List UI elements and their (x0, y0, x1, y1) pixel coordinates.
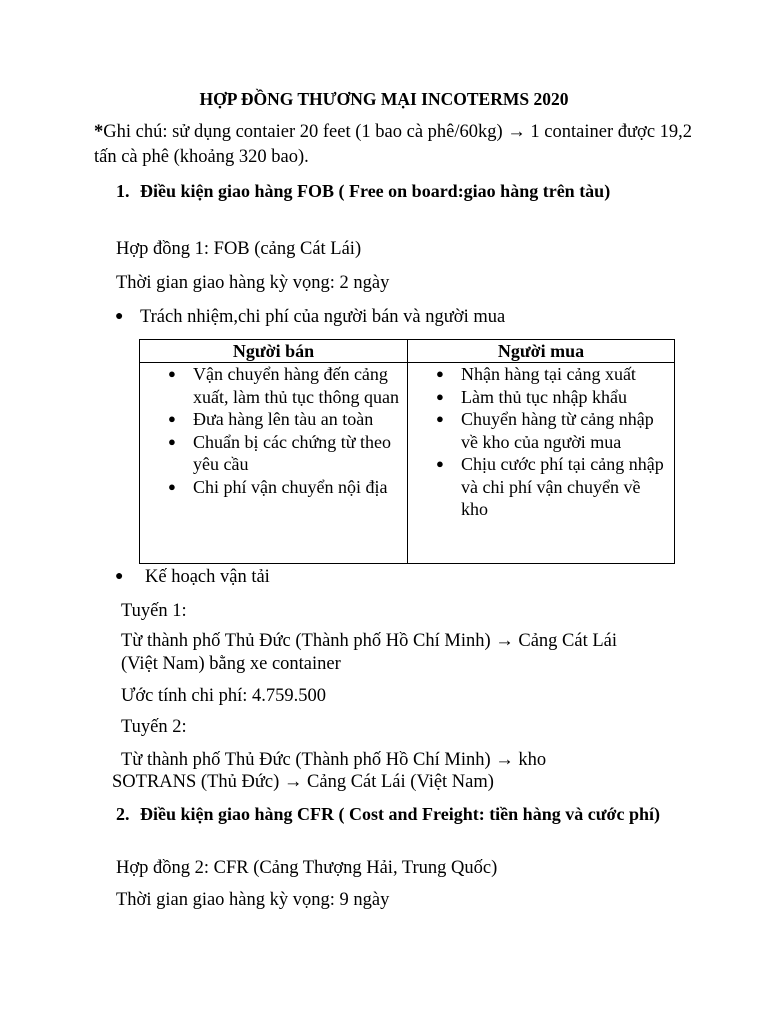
section2-delivery-time: Thời gian giao hàng kỳ vọng: 9 ngày (116, 890, 390, 910)
bullet-icon: ● (436, 456, 444, 471)
seller-header: Người bán (140, 340, 408, 363)
route2-line2: SOTRANS (Thủ Đức) → Cảng Cát Lái (Việt Nam) (112, 772, 494, 792)
route1-line2: (Việt Nam) bằng xe container (121, 654, 341, 674)
list-item: ● Chuẩn bị các chứng từ theo yêu cầu (168, 431, 391, 474)
section1-heading-block (116, 179, 660, 203)
bullet-icon: ● (436, 366, 444, 381)
route1-line1: Từ thành phố Thủ Đức (Thành phố Hồ Chí Minh) → Cảng Cát Lái (121, 631, 618, 651)
transport-bullet-text: Kế hoạch vận tải (145, 567, 270, 587)
route2-line1: Từ thành phố Thủ Đức (Thành phố Hồ Chí Minh) → kho (121, 750, 547, 770)
section1-number: 1. (116, 181, 130, 201)
list-item: ● Chịu cước phí tại cảng nhập và chi phí vận chuyển về kho (436, 454, 664, 519)
list-item: ● Vận chuyển hàng đến cảng xuất, làm thủ tục thông quan (168, 364, 399, 407)
responsibility-table (139, 339, 675, 564)
list-item: ● Chuyển hàng từ cảng nhập về kho của người mua (436, 409, 654, 452)
section1-delivery-time: Thời gian giao hàng kỳ vọng: 2 ngày (116, 273, 390, 293)
route2-label: Tuyến 2: (121, 717, 187, 737)
bullet-icon: ● (115, 309, 124, 324)
table-header-row (140, 340, 675, 363)
responsibility-bullet-text: Trách nhiệm,chi phí của người bán và người mua (140, 307, 506, 327)
list-item: ● Nhận hàng tại cảng xuất (436, 364, 636, 384)
section2-number: 2. (116, 804, 130, 824)
list-item: ● Làm thủ tục nhập khẩu (436, 386, 627, 407)
bullet-icon: ● (168, 478, 176, 494)
seller-list (140, 363, 407, 498)
note-paragraph (94, 120, 694, 170)
section2-heading: Điều kiện giao hàng CFR ( Cost and Freight: tiền hàng và cước phí) (140, 804, 660, 824)
cost-estimate: Ước tính chi phí: 4.759.500 (121, 686, 327, 706)
section1-contract: Hợp đồng 1: FOB (cảng Cát Lái) (116, 239, 362, 259)
buyer-header: Người mua (408, 340, 675, 363)
section2-contract: Hợp đồng 2: CFR (Cảng Thượng Hải, Trung Quốc) (116, 858, 498, 878)
list-item: ● Chi phí vận chuyển nội địa (168, 476, 388, 497)
route1-label: Tuyến 1: (121, 601, 187, 621)
bullet-icon: ● (168, 433, 176, 449)
document-title: HỢP ĐỒNG THƯƠNG MẠI INCOTERMS 2020 (199, 89, 569, 109)
section1-heading: Điều kiện giao hàng FOB ( Free on board:giao hàng trên tàu) (140, 181, 611, 201)
bullet-icon: ● (168, 411, 176, 426)
bullet-icon: ● (115, 569, 124, 584)
note-text: Ghi chú: sử dụng contaier 20 feet (1 bao cà phê/60kg) → 1 container được 19,2 tấn cà phê (khoảng 320 bao). (94, 122, 693, 167)
note-star: * (94, 122, 104, 142)
table-row (140, 363, 675, 564)
bullet-icon: ● (436, 411, 444, 426)
bullet-icon: ● (168, 366, 176, 381)
seller-cell (140, 363, 408, 564)
buyer-list (408, 363, 674, 521)
list-item: ● Đưa hàng lên tàu an toàn (168, 409, 374, 429)
section2-heading-block (116, 802, 670, 826)
buyer-cell (408, 363, 675, 564)
bullet-icon: ● (436, 388, 444, 404)
